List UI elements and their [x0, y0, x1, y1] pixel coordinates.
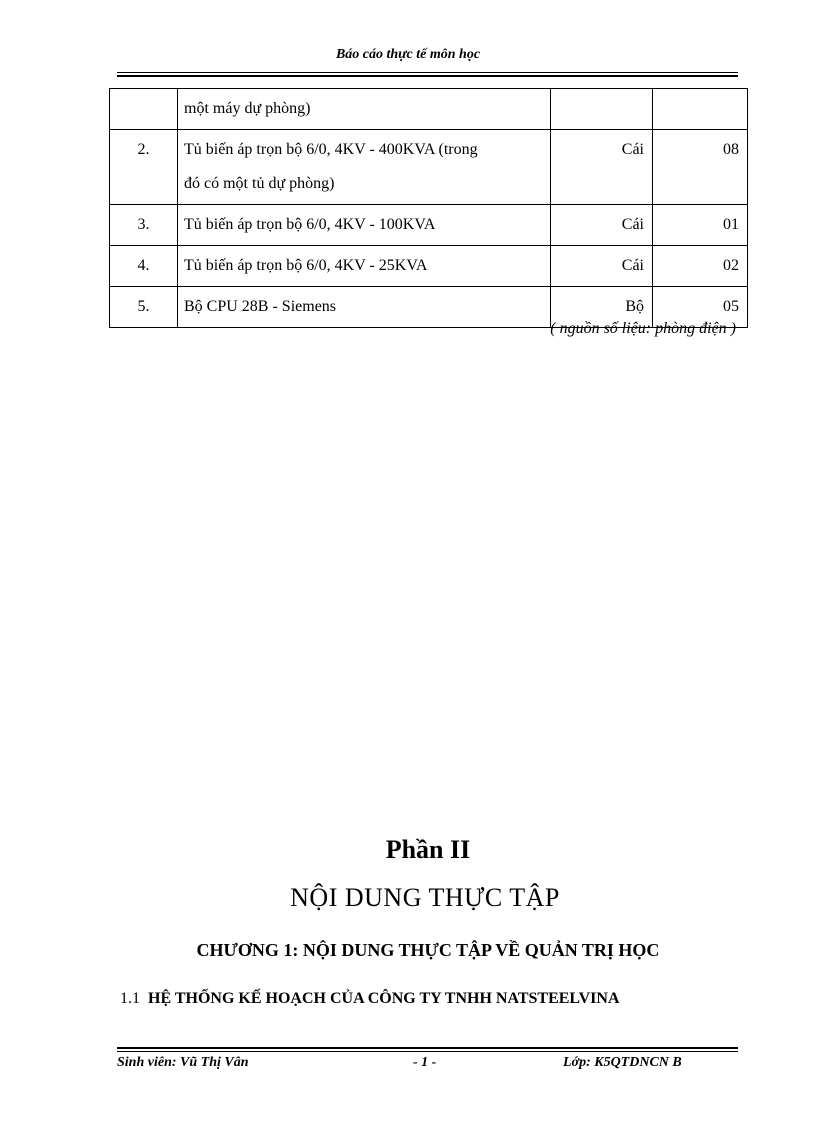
table-row: [110, 205, 748, 246]
row-quantity: 01: [653, 205, 748, 246]
row-unit: [551, 89, 653, 130]
row-index: 2.: [110, 130, 178, 205]
footer-student: Sinh viên: Vũ Thị Vân: [117, 1055, 249, 1070]
row-unit: Cái: [551, 130, 653, 205]
row-description: một máy dự phòng): [178, 89, 551, 130]
row-index: 3.: [110, 205, 178, 246]
row-quantity: 05: [653, 287, 748, 328]
header-rule-top: [117, 72, 738, 73]
chapter-title: CHƯƠNG 1: NỘI DUNG THỰC TẬP VỀ QUẢN TRỊ HỌC: [196, 940, 660, 960]
table-row: [110, 89, 748, 130]
row-quantity: [653, 89, 748, 130]
row-unit: Cái: [551, 246, 653, 287]
section-title: NỘI DUNG THỰC TẬP: [290, 883, 560, 912]
equipment-table: [109, 88, 748, 328]
footer-class: Lớp: K5QTDNCN B: [563, 1055, 682, 1070]
subsection-text: HỆ THỐNG KẾ HOẠCH CỦA CÔNG TY TNHH NATSTEELVINA: [148, 990, 620, 1007]
table-row: [110, 246, 748, 287]
part-title: Phần II: [385, 835, 471, 864]
table-row: [110, 130, 748, 205]
footer-rule-top: [117, 1047, 738, 1049]
subsection-number: 1.1: [120, 990, 140, 1007]
row-description: Tủ biến áp trọn bộ 6/0, 4KV - 100KVA: [178, 205, 551, 246]
row-index: 4.: [110, 246, 178, 287]
page-header-title: Báo cáo thực tế môn học: [335, 47, 481, 62]
header-rule-bottom: [117, 75, 738, 77]
source-note: ( nguồn số liệu: phòng điện ): [550, 320, 736, 337]
subsection-title: [120, 990, 620, 1008]
footer-rule-bottom: [117, 1051, 738, 1052]
row-index: 5.: [110, 287, 178, 328]
row-quantity: 02: [653, 246, 748, 287]
footer-page-number: - 1 -: [413, 1055, 437, 1070]
row-description: Bộ CPU 28B - Siemens: [178, 287, 551, 328]
row-description: Tủ biến áp trọn bộ 6/0, 4KV - 400KVA (trong đó có một tủ dự phòng): [178, 130, 551, 205]
row-unit: Bộ: [551, 287, 653, 328]
row-description: Tủ biến áp trọn bộ 6/0, 4KV - 25KVA: [178, 246, 551, 287]
row-quantity: 08: [653, 130, 748, 205]
row-index: [110, 89, 178, 130]
row-unit: Cái: [551, 205, 653, 246]
